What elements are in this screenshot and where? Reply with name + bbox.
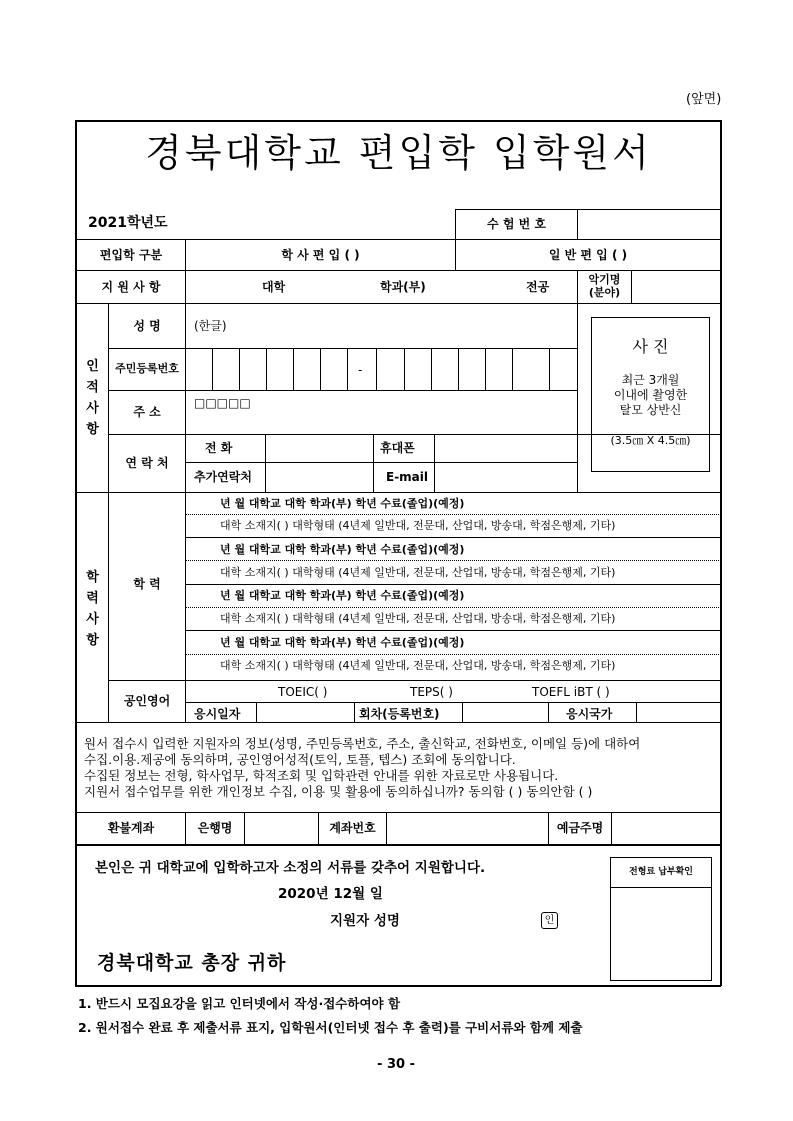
english-label: 공인영어 (123, 694, 171, 708)
address-label: 주 소 (133, 405, 161, 419)
photo-box (591, 317, 710, 472)
rrn-dash: - (358, 363, 363, 377)
name-input[interactable] (240, 306, 575, 346)
page-side-label: (앞면) (686, 92, 722, 107)
frame-right (720, 120, 722, 846)
teps-field[interactable]: TEPS( ) (410, 685, 453, 699)
email-input[interactable] (436, 464, 576, 490)
toefl-field[interactable]: TOEFL iBT ( ) (532, 685, 610, 699)
privacy-text-1: 원서 접수시 입력한 지원자의 정보(성명, 주민등록번호, 주소, 출신학교, 전화번호, 이메일 등)에 대하여 (84, 736, 641, 751)
education-label: 학 력 (133, 577, 161, 591)
name-label: 성 명 (133, 319, 161, 333)
photo-size: (3.5㎝ X 4.5㎝) (610, 434, 691, 447)
photo-line2: 이내에 촬영한 (613, 388, 688, 402)
privacy-consent[interactable]: 지원서 접수업무를 위한 개인정보 수집, 이용 및 활용에 동의하십니까? 동의함 ( ) 동의안함 ( ) (84, 784, 593, 799)
refund-label: 환불계좌 (107, 821, 155, 835)
instrument-label: 악기명 (분야) (588, 273, 621, 299)
phone-input[interactable] (267, 436, 371, 460)
exam-number-label: 수 험 번 호 (487, 217, 546, 231)
education-section-label: 학 력 사 항 (86, 570, 99, 648)
category-label: 편입학 구분 (99, 248, 163, 262)
addressee: 경북대학교 총장 귀하 (97, 952, 287, 974)
address-value: □□□□□ (194, 396, 251, 410)
apply-label: 지 원 사 항 (101, 280, 161, 294)
bank-input[interactable] (246, 814, 316, 842)
edu-row1-line1: 년 월 대학교 대학 학과(부) 학년 수료(졸업)(예정) (220, 497, 465, 510)
edu-row4-line2: 대학 소재지( ) 대학형태 (4년제 일반대, 전문대, 산업대, 방송대, 학점은행제, 기타) (220, 659, 616, 672)
seal-mark[interactable]: 인 (541, 912, 558, 929)
edu-row3-line2: 대학 소재지( ) 대학형태 (4년제 일반대, 전문대, 산업대, 방송대, 학점은행제, 기타) (220, 612, 616, 625)
note-2: 2. 원서접수 완료 후 제출서류 표지, 입학원서(인터넷 접수 후 출력)를 구비서류와 함께 제출 (78, 1020, 583, 1035)
test-date-input[interactable] (258, 704, 352, 721)
rrn-label: 주민등록번호 (115, 362, 179, 375)
academic-year: 2021학년도 (88, 215, 168, 231)
page-number: - 30 - (377, 1057, 415, 1072)
phone-label: 전 화 (205, 441, 233, 455)
round-input[interactable] (464, 704, 546, 721)
exam-number-input[interactable] (579, 211, 719, 238)
edu-row4-line1: 년 월 대학교 대학 학과(부) 학년 수료(졸업)(예정) (220, 636, 465, 649)
apply-dept: 학과(부) (380, 280, 426, 294)
apply-major: 전공 (526, 280, 550, 294)
category-transfer-bachelor[interactable]: 학 사 편 입 ( ) (281, 248, 360, 262)
account-label: 계좌번호 (329, 821, 376, 835)
form-title: 경북대학교 편입학 입학원서 (145, 131, 652, 175)
name-hint: (한글) (194, 319, 227, 333)
privacy-text-2: 수집.이용.제공에 동의하며, 공인영어성적(토익, 토플, 텝스) 조회에 동의합니다. (84, 752, 516, 767)
declaration-date: 2020년 12월 일 (278, 886, 383, 902)
email-label: E-mail (386, 470, 429, 484)
category-general-transfer[interactable]: 일 반 편 입 ( ) (548, 248, 628, 262)
test-date-label: 응시일자 (194, 707, 241, 721)
line (455, 209, 721, 210)
photo-line1: 최근 3개월 (621, 373, 680, 387)
frame-top (75, 120, 721, 122)
holder-label: 예금주명 (556, 821, 604, 835)
extra-contact-input[interactable] (267, 464, 371, 490)
fee-confirm-label: 전형료 납부확인 (611, 858, 711, 888)
edu-row2-line1: 년 월 대학교 대학 학과(부) 학년 수료(졸업)(예정) (220, 543, 465, 556)
applicant-signature-label: 지원자 성명 (330, 913, 400, 929)
edu-row3-line1: 년 월 대학교 대학 학과(부) 학년 수료(졸업)(예정) (220, 589, 465, 602)
rrn-input[interactable] (187, 350, 575, 388)
extra-contact-label: 추가연락처 (194, 470, 252, 484)
account-input[interactable] (388, 814, 546, 842)
note-1: 1. 반드시 모집요강을 읽고 인터넷에서 작성·접수하여야 함 (78, 996, 401, 1011)
photo-line3: 탈모 상반신 (619, 403, 682, 417)
contact-label: 연 락 처 (125, 456, 169, 470)
edu-row1-line2: 대학 소재지( ) 대학형태 (4년제 일반대, 전문대, 산업대, 방송대, 학점은행제, 기타) (220, 519, 616, 532)
apply-univ: 대학 (262, 280, 286, 294)
personal-section-label: 인 적 사 항 (86, 359, 99, 437)
privacy-text-3: 수집된 정보는 전형, 학사업무, 학적조회 및 입학관련 안내를 위한 자료로만 사용됩니다. (84, 768, 559, 783)
instrument-input[interactable] (633, 272, 719, 301)
address-input[interactable] (187, 392, 575, 432)
edu-row2-line2: 대학 소재지( ) 대학형태 (4년제 일반대, 전문대, 산업대, 방송대, 학점은행제, 기타) (220, 566, 616, 579)
fee-confirm-box (610, 857, 712, 981)
declaration-statement: 본인은 귀 대학교에 입학하고자 소정의 서류를 갖추어 지원합니다. (95, 860, 486, 876)
country-label: 응시국가 (566, 707, 613, 721)
photo-title: 사 진 (632, 337, 669, 356)
holder-input[interactable] (613, 814, 719, 842)
country-input[interactable] (638, 704, 718, 721)
bank-label: 은행명 (197, 821, 233, 835)
mobile-input[interactable] (436, 436, 576, 460)
mobile-label: 휴대폰 (380, 441, 415, 455)
frame-left (75, 120, 77, 846)
round-label: 회차(등록번호) (359, 707, 440, 721)
toeic-field[interactable]: TOEIC( ) (278, 685, 328, 699)
